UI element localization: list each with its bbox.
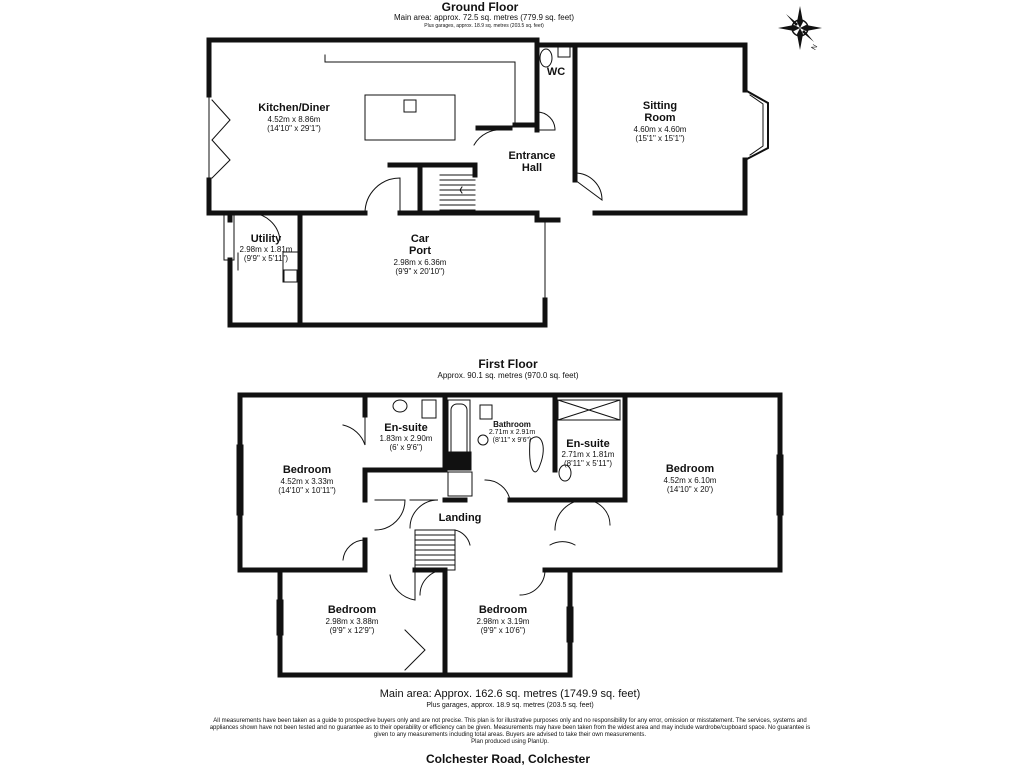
room-bedroom-bottom-left: Bedroom	[327, 604, 377, 616]
room-bedroom-right-imperial: (14'10" x 20')	[666, 485, 714, 494]
room-bedroom-left-imperial: (14'10" x 10'11")	[278, 486, 336, 495]
room-wc: WC	[546, 66, 566, 78]
room-utility-imperial: (9'9" x 5'11")	[243, 254, 289, 263]
room-carport-metric: 2.98m x 6.36m	[393, 258, 447, 267]
room-ensuite2: En-suite	[566, 438, 610, 450]
room-ensuite1-metric: 1.83m x 2.90m	[379, 434, 433, 443]
room-ensuite2-metric: 2.71m x 1.81m	[561, 450, 615, 459]
compass-north-label: N	[810, 43, 820, 52]
room-sitting-metric: 4.60m x 4.60m	[633, 125, 687, 134]
room-kitchen-diner: Kitchen/Diner	[258, 102, 330, 114]
room-utility-metric: 2.98m x 1.81m	[239, 245, 293, 254]
room-hall-name2: Hall	[521, 162, 543, 174]
disclaimer-line-1: All measurements have been taken as a guide to prospective buyers only and are not precise. This plan is for illustrative purposes only and no responsibility for any error, omission or misstatement. The services, systems and	[213, 718, 807, 724]
room-bedroom-bottom-middle: Bedroom	[478, 604, 528, 616]
room-ensuite2-imperial: (8'11" x 5'11")	[563, 459, 613, 468]
room-utility: Utility	[250, 233, 282, 245]
disclaimer-line-4: Plan produced using PlanUp.	[471, 739, 549, 745]
ground-floor-title: Ground Floor	[441, 0, 519, 14]
room-carport-name2: Port	[409, 245, 431, 257]
room-bedroom-right-metric: 4.52m x 6.10m	[663, 476, 717, 485]
room-sitting-imperial: (15'1" x 15'1")	[635, 134, 685, 143]
room-sitting-name2: Room	[644, 112, 676, 124]
room-bedroom-bottom-left-imperial: (9'9" x 12'9")	[329, 626, 375, 635]
first-floor-title: First Floor	[478, 357, 538, 371]
disclaimer-line-2: appliances shown have not been tested and no guarantee as to their operability or efficiency can be given. Measurements may have been taken from the widest area and may include wardrobe/cupboard space. No guarantee is	[209, 725, 811, 731]
room-bedroom-bottom-left-metric: 2.98m x 3.88m	[325, 617, 379, 626]
property-address: Colchester Road, Colchester	[425, 752, 591, 766]
room-carport-imperial: (9'9" x 20'10")	[395, 267, 445, 276]
room-bedroom-bottom-middle-metric: 2.98m x 3.19m	[476, 617, 530, 626]
first-floor-area: Approx. 90.1 sq. metres (970.0 sq. feet)	[437, 371, 579, 380]
room-bathroom-imperial: (8'11" x 9'6")	[492, 437, 532, 444]
room-ensuite1: En-suite	[384, 422, 428, 434]
ground-floor-area: Main area: approx. 72.5 sq. metres (779.9 sq. feet)	[393, 13, 575, 22]
room-bedroom-left-metric: 4.52m x 3.33m	[280, 477, 334, 486]
room-bedroom-bottom-middle-imperial: (9'9" x 10'6")	[480, 626, 526, 635]
room-hall-name1: Entrance	[508, 150, 556, 162]
room-kitchen-metric: 4.52m x 8.86m	[267, 115, 321, 124]
room-ensuite1-imperial: (6' x 9'6")	[389, 443, 423, 452]
disclaimer-line-3: given to any measurements including total areas. Buyers are advised to take their own measurements.	[373, 732, 647, 738]
room-sitting-name1: Sitting	[642, 100, 678, 112]
room-carport-name1: Car	[410, 233, 430, 245]
disclaimer	[150, 718, 870, 746]
room-kitchen-imperial: (14'10" x 29'1")	[267, 124, 321, 133]
ground-floor-garage-area: Plus garages, approx. 18.9 sq. metres (203.5 sq. feet)	[424, 23, 544, 29]
room-bathroom-metric: 2.71m x 2.91m	[488, 429, 536, 436]
total-main-area: Main area: Approx. 162.6 sq. metres (1749.9 sq. feet)	[379, 688, 641, 700]
room-bedroom-right: Bedroom	[665, 463, 715, 475]
total-garage-area: Plus garages, approx. 18.9 sq. metres (203.5 sq. feet)	[426, 702, 594, 709]
compass-icon	[778, 6, 822, 50]
room-bathroom: Bathroom	[493, 420, 531, 429]
room-bedroom-left: Bedroom	[282, 464, 332, 476]
room-landing: Landing	[438, 512, 482, 524]
